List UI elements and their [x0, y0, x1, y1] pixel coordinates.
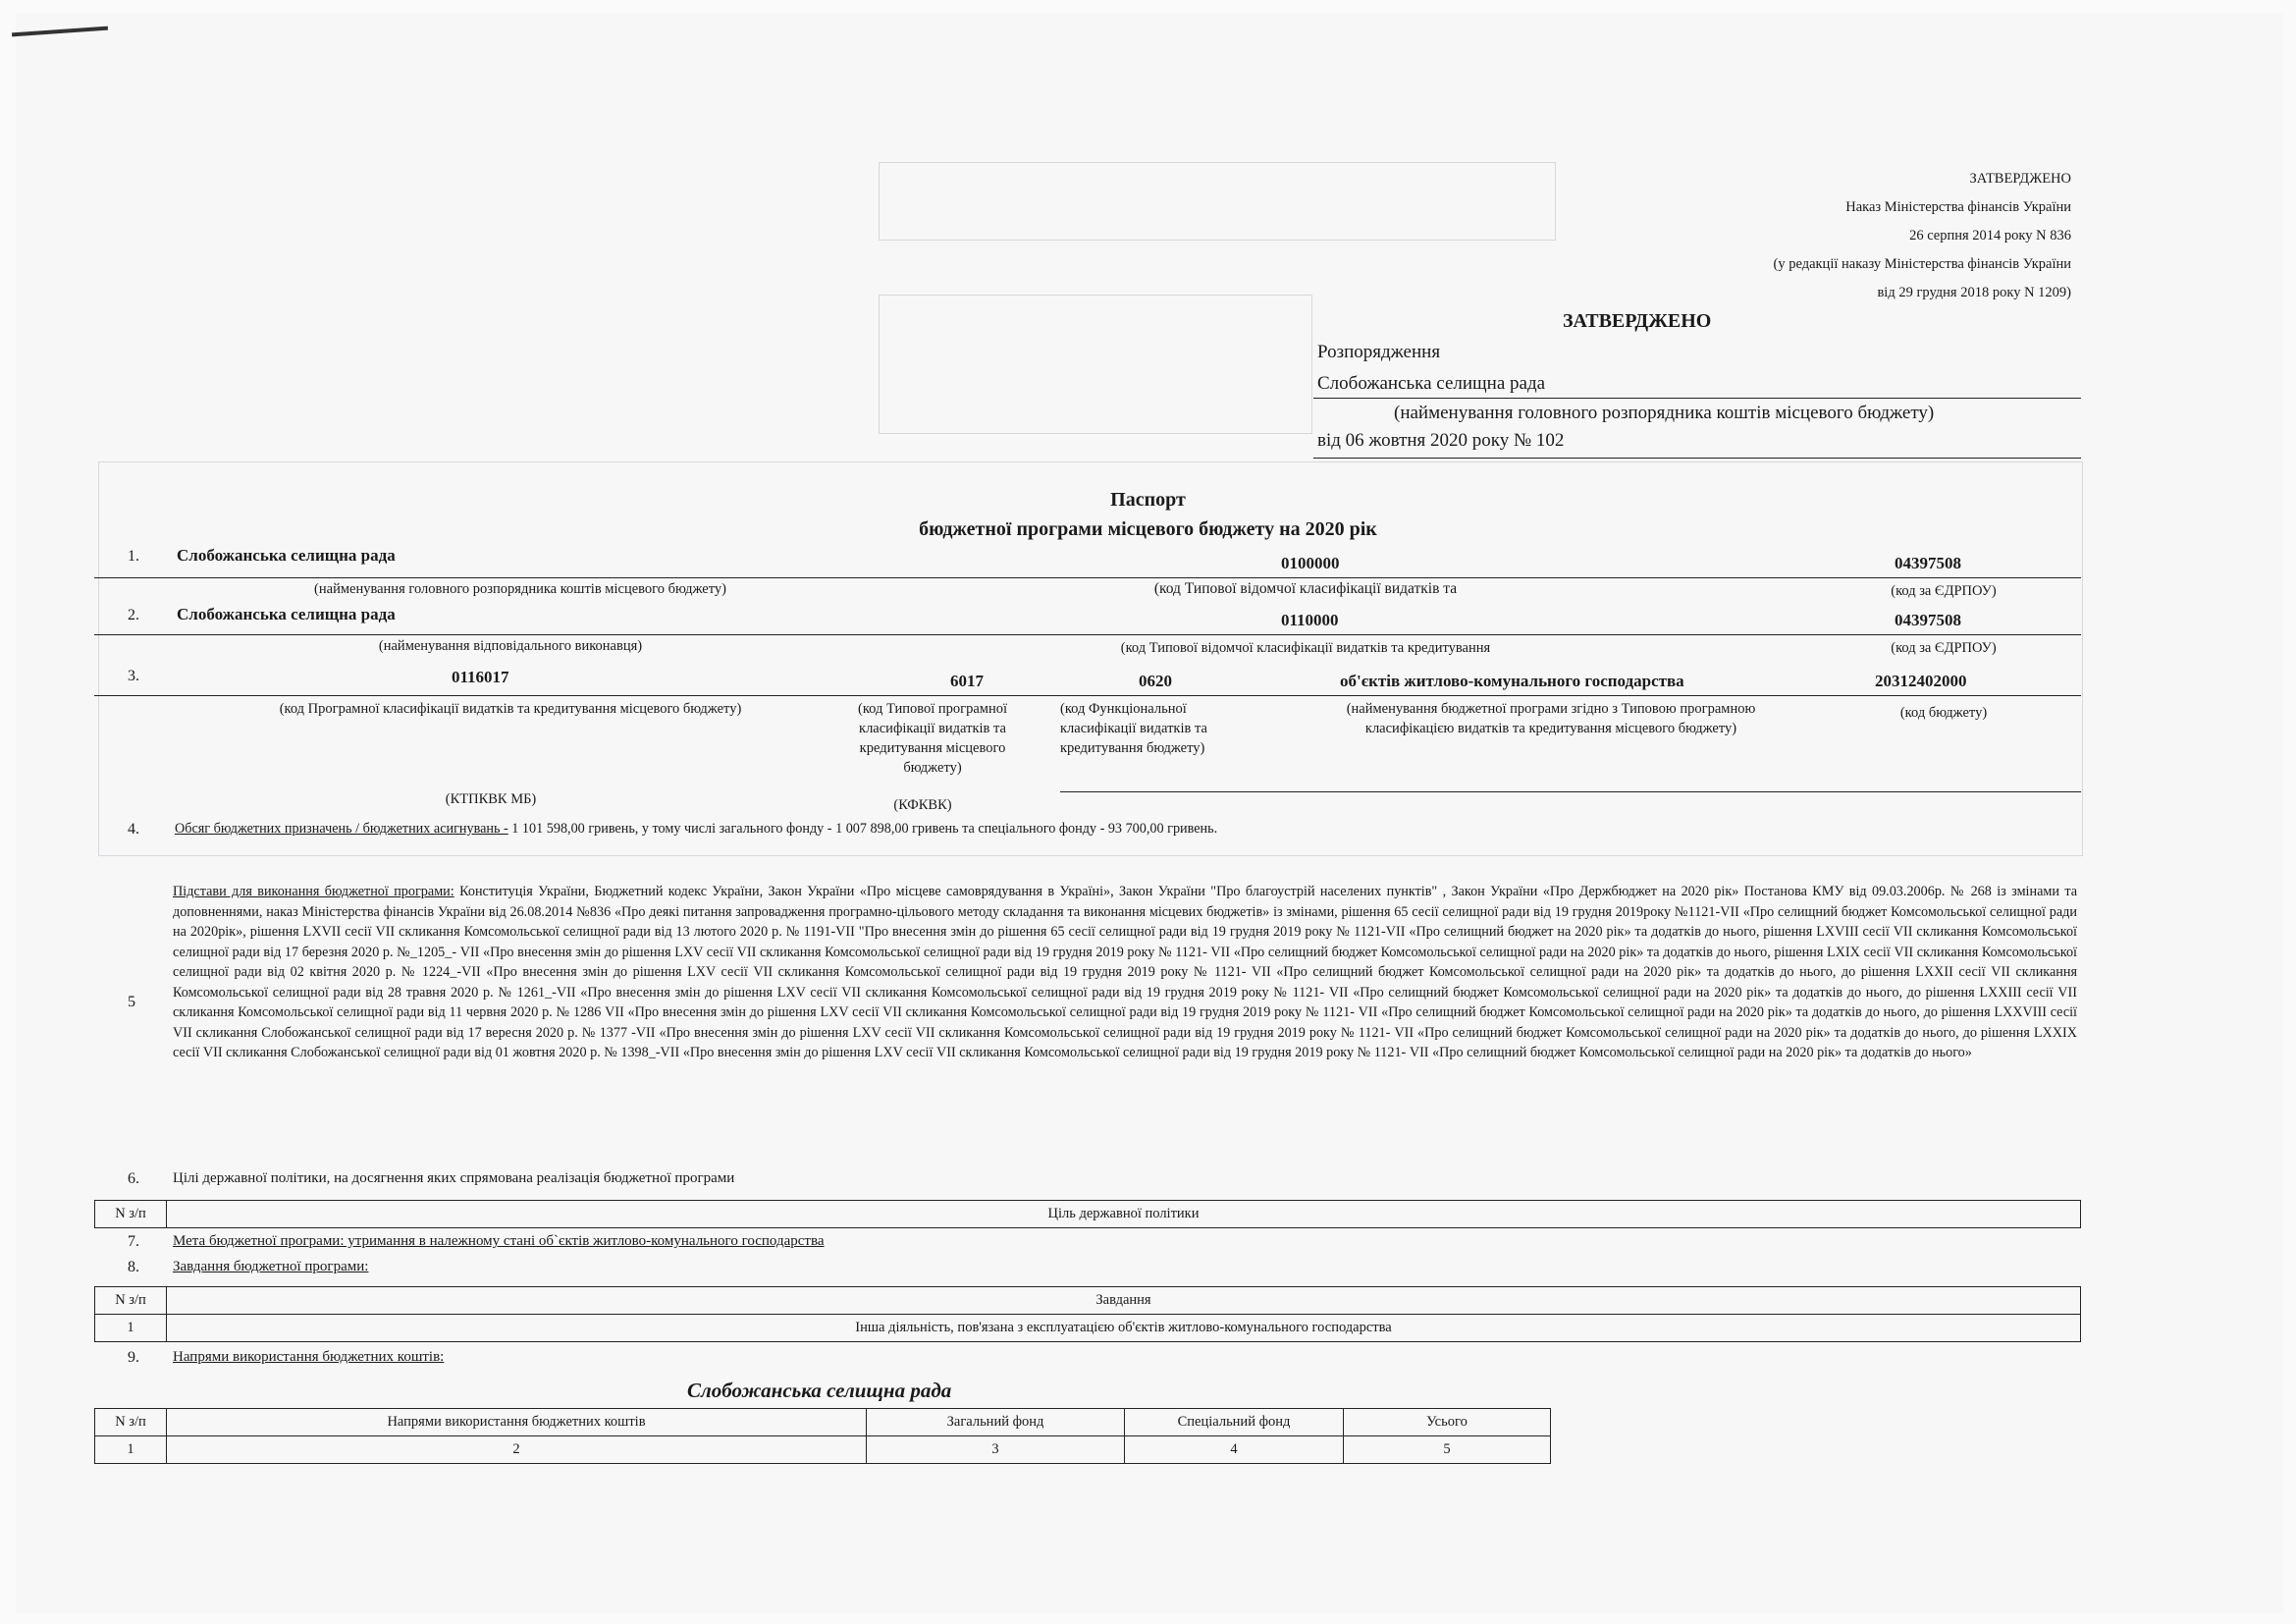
row2-name: Слобожанська селищна рада [177, 605, 396, 623]
approval-header [1718, 165, 2071, 307]
row3-func: 0620 [1139, 672, 1172, 690]
header-approved: ЗАТВЕРДЖЕНО [1969, 171, 2071, 187]
p6-label: Цілі державної політики, на досягнення яких спрямована реалізація бюджетної програми [173, 1170, 735, 1186]
p5-text: Конституція України, Бюджетний кодекс України, Закон України «Про місцеве самоврядування в Україні», Закон України "Про благоустрій населених пунктів" , Закон України «Про Держбюджет на 2020 рік» Постанова КМУ від 09.03.2006р. № 268 із змінами та доповненнями, наказ Міністерства фінансів України від 26.08.2014 №836 «Про деякі питання запровадження програмно-цільового методу складання та виконання місцевих бюджетів» із змінами, рішення 65 сесії селищної ради від 19 грудня 2019року №1121-VII «Про селищний бюджет Комсомольської селищної ради на 2020рік», рішення LXVII сесії VII скликання Комсомольської селищної ради від 13 лютого 2020 р. № 1191-VII "Про внесення змін до рішення 65 сесії селищної ради від 19 грудня 2019 року № 1121-VII «Про селищний бюджет на 2020 рік» та додатків до нього, рішення LXVIII сесії VII скликання Комсомольської селищної ради від 17 березня 2020 р. №_1205_- VII «Про внесення змін до рішення LXV сесії VII скликання Комсомольської селищної ради від 19 грудня 2019 року № 1121- VII «Про селищний бюджет Комсомольської селищної ради на 2020 рік» та додатків до нього, рішення LXIX сесії VII скликання Комсомольської селищної ради від 02 квітня 2020 р. № 1224_-VII «Про внесення змін до рішення LXV сесії VII скликання Комсомольської селищної ради від 19 грудня 2019 року № 1121- VII «Про селищний бюджет Комсомольської селищної ради на 2020 рік» та додатків до нього, до рішення LXXII сесії VII скликання Комсомольської селищної ради від 28 травня 2020 р. № 1261_-VII «Про внесення змін до рішення LXV сесії VII скликання Комсомольської селищної ради від 19 грудня 2019 року № 1121- VII «Про селищний бюджет Комсомольської селищної ради на 2020 рік» та додатків до нього, до рішення LXXIII сесії VII скликання Комсомольської селищної ради від 11 червня 2020 р. № 1286 VII «Про внесення змін до рішення LXV сесії VII скликання Комсомольської селищної ради від 19 грудня 2019 року № 1121- VII «Про селищний бюджет Комсомольської селищної ради на 2020 рік» та додатків до нього, до рішення LXXVIII сесії VII скликання Слобожанської селищної ради від 17 вересня 2020 р. № 1377 -VII «Про внесення змін до рішення LXV сесії VII скликання Комсомольської селищної ради від 19 грудня 2019 року № 1121- VII «Про селищний бюджет Комсомольської селищної ради на 2020 рік» та додатків до нього, до рішення LXXIX сесії VII скликання Слобожанської селищної ради від 01 жовтня 2020 р. № 1398_-VII «Про внесення змін до рішення LXV сесії VII скликання Комсомольської селищної ради від 19 грудня 2019 року № 1121- VII «Про селищний бюджет Комсомольської селищної ради на 2020 рік» та додатків до нього» [173, 884, 2077, 1060]
p7-value: утримання в належному стані об`єктів житлово-комунального господарства [344, 1233, 825, 1249]
row2-number: 2. [128, 607, 139, 623]
policy-table-header-num: N з/п [95, 1201, 167, 1228]
row3-line [94, 695, 2081, 696]
p8-number: 8. [128, 1259, 139, 1275]
header-edition: (у редакції наказу Міністерства фінансів України [1773, 256, 2071, 272]
row3-program: об'єктів житлово-комунального господарства [1340, 672, 1684, 690]
row1-line [94, 577, 2081, 578]
approval-date-underline [1313, 458, 2081, 459]
row3-bottom-line [1060, 791, 2081, 792]
p8-label: Завдання бюджетної програми: [173, 1259, 369, 1274]
passport-subtitle: бюджетної програми місцевого бюджету на 2020 рік [919, 518, 1377, 540]
tasks-table-header-num: N з/п [95, 1287, 167, 1315]
header-order-date: 26 серпня 2014 року N 836 [1909, 228, 2071, 244]
approval-org-line [1313, 398, 2081, 399]
tasks-table-row-task: Інша діяльність, пов'язана з експлуатацією об'єктів житлово-комунального господарства [167, 1315, 2081, 1342]
tasks-table-row-num: 1 [95, 1315, 167, 1342]
row1-edrpou: 04397508 [1895, 554, 1961, 572]
directions-header-num: N з/п [95, 1409, 167, 1436]
budget-directions-table [94, 1408, 1551, 1464]
row2-edrpou-caption: (код за ЄДРПОУ) [1891, 640, 1997, 656]
p5-basis [173, 882, 2077, 1063]
approval-date-line: від 06 жовтня 2020 року № 102 [1317, 430, 1565, 451]
row1-number: 1. [128, 548, 139, 565]
directions-row-special-fund: 4 [1125, 1436, 1344, 1464]
p7-label: Мета бюджетної програми: [173, 1233, 345, 1249]
row1-edrpou-caption: (код за ЄДРПОУ) [1891, 583, 1997, 599]
tasks-table-header-task: Завдання [167, 1287, 2081, 1315]
row3-kfkvk-caption: (код Типової програмної класифікації видатків та кредитування місцевого бюджету) [858, 701, 1007, 776]
header-edition-date: від 29 грудня 2018 року N 1209) [1877, 285, 2071, 300]
directions-header-special-fund: Спеціальний фонд [1125, 1409, 1344, 1436]
bleed-through-table [879, 162, 1556, 241]
row1-name: Слобожанська селищна рада [177, 546, 396, 565]
p4-number: 4. [128, 821, 139, 838]
row3-budget: 20312402000 [1875, 672, 1967, 690]
p4-label: Обсяг бюджетних призначень / бюджетних асигнувань - [175, 821, 508, 837]
directions-header-direction: Напрями використання бюджетних коштів [167, 1409, 867, 1436]
p5-label: Підстави для виконання бюджетної програми: [173, 884, 454, 899]
row1-code-caption: (код Типової відомчої класифікації видатків та [1153, 580, 1458, 597]
directions-header-general-fund: Загальний фонд [867, 1409, 1125, 1436]
approval-title: ЗАТВЕРДЖЕНО [1563, 310, 1712, 332]
row1-name-caption: (найменування головного розпорядника коштів місцевого бюджету) [314, 581, 726, 597]
row3-func-caption: (код Функціональної класифікації видатків та кредитування бюджету) [1060, 701, 1207, 756]
row3-budget-caption: (код бюджету) [1899, 705, 1988, 721]
row3-program-caption: (найменування бюджетної програми згідно з Типовою програмною класифікацією видатків та кредитування місцевого бюджету) [1346, 701, 1756, 736]
policy-table-header-goal: Ціль державної політики [167, 1201, 2081, 1228]
p4-value: 1 101 598,00 гривень, у тому числі загального фонду - 1 007 898,00 гривень та спеціального фонду - 93 700,00 гривень. [507, 821, 1218, 837]
p9-org: Слобожанська селищна рада [687, 1379, 952, 1402]
row2-edrpou: 04397508 [1895, 611, 1961, 629]
directions-row-direction: 2 [167, 1436, 867, 1464]
directions-header-total: Усього [1344, 1409, 1551, 1436]
row2-name-caption: (найменування відповідального виконавця) [378, 638, 643, 654]
approval-org: Слобожанська селищна рада [1317, 373, 1546, 394]
p4-text [175, 821, 1217, 838]
row3-kfkvk-abbr: (КФКВК) [893, 797, 952, 813]
row3-kfkvk: 6017 [950, 672, 984, 690]
p5-number: 5 [128, 994, 135, 1010]
directions-row-num: 1 [95, 1436, 167, 1464]
bleed-through-table [879, 295, 1312, 434]
header-order: Наказ Міністерства фінансів України [1845, 199, 2071, 215]
p6-number: 6. [128, 1170, 139, 1187]
approval-org-caption: (найменування головного розпорядника коштів місцевого бюджету) [1394, 403, 1935, 423]
policy-goals-table [94, 1200, 2081, 1228]
approval-doc-type: Розпорядження [1317, 342, 1441, 362]
row2-code-caption: (код Типової відомчої класифікації видатків та кредитування [1120, 640, 1491, 656]
row2-code: 0110000 [1281, 611, 1339, 629]
row3-number: 3. [128, 668, 139, 684]
directions-row-general-fund: 3 [867, 1436, 1125, 1464]
row3-kpkvk-caption: (код Програмної класифікації видатків та кредитування місцевого бюджету) [279, 701, 742, 717]
p9-label: Напрями використання бюджетних коштів: [173, 1349, 445, 1365]
row3-kpkvk: 0116017 [452, 668, 509, 686]
p9-number: 9. [128, 1349, 139, 1366]
p7-text [173, 1233, 825, 1250]
tasks-table [94, 1286, 2081, 1342]
p7-number: 7. [128, 1233, 139, 1250]
row2-line [94, 634, 2081, 635]
row3-kpkvk-abbr: (КТПКВК МБ) [445, 791, 537, 807]
passport-title: Паспорт [1110, 489, 1186, 511]
directions-row-total: 5 [1344, 1436, 1551, 1464]
row1-code: 0100000 [1281, 554, 1340, 572]
